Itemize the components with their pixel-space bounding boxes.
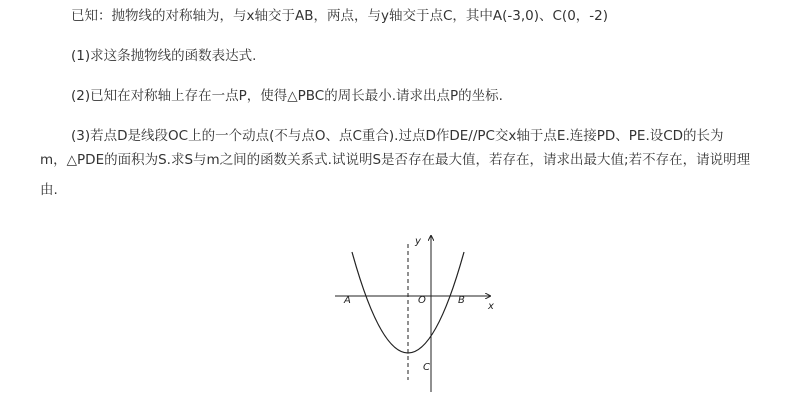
point-c-label: C [423, 362, 430, 373]
question-1: (1)求这条抛物线的函数表达式. [71, 48, 257, 64]
x-axis-label: x [488, 301, 494, 312]
parabola-diagram [330, 230, 500, 395]
point-b-label: B [458, 295, 465, 306]
parabola-figure [330, 230, 500, 395]
question-2: (2)已知在对称轴上存在一点P，使得△PBC的周长最小.请求出点P的坐标. [71, 88, 503, 104]
question-3-line-2: m，△PDE的面积为S.求S与m之间的函数关系式.试说明S是否存在最大值，若存在，请求出最大值;若不存在，请说明理 [40, 152, 751, 168]
question-3-line-3: 由. [40, 182, 58, 198]
question-3-line-1: (3)若点D是线段OC上的一个动点(不与点O、点C重合).过点D作DE//PC交x轴于点E.连接PD、PE.设CD的长为 [71, 128, 724, 144]
origin-label: O [418, 295, 426, 306]
problem-intro: 已知：抛物线的对称轴为，与x轴交于AB，两点，与y轴交于点C，其中A(-3,0)、C(0，-2) [71, 8, 609, 24]
y-axis-label: y [415, 236, 421, 247]
point-a-label: A [344, 295, 351, 306]
